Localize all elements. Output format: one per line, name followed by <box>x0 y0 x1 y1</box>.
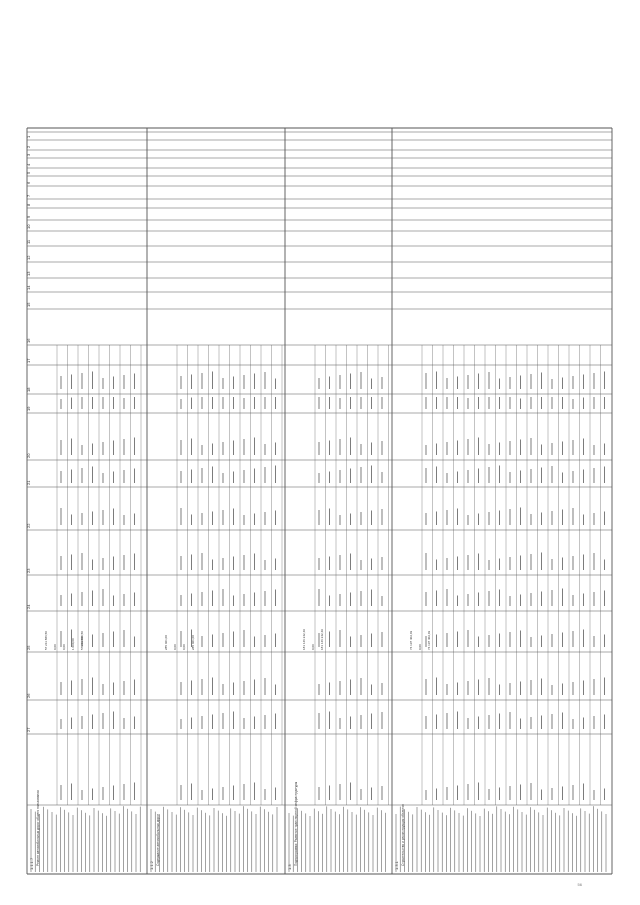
amount-value: 74 197 402,03 <box>427 630 431 650</box>
column-number: 17 <box>26 358 31 363</box>
amount-value: 57 211 886,50 <box>44 631 48 650</box>
column-number: 24 <box>26 604 31 609</box>
column-number: 25 <box>26 645 31 650</box>
column-number: 9 <box>26 215 31 218</box>
amount-value: 181 146 242,49 <box>320 629 324 650</box>
column-number: 19 <box>26 406 31 411</box>
amount-value: 0,00 <box>182 644 186 650</box>
table-grid <box>27 128 612 874</box>
amount-value: 285 401,00 <box>191 634 195 650</box>
column-number: 6 <box>26 181 31 184</box>
column-number: 2 <box>26 145 31 148</box>
amount-value: 74 197 402,03 <box>409 630 413 650</box>
amount-value: 0,00 <box>62 644 66 650</box>
column-number: 27 <box>26 727 31 732</box>
table-text-marks <box>31 372 606 873</box>
column-number: 7 <box>26 194 31 197</box>
amount-value: 181 146 242,49 <box>302 629 306 650</box>
section-title: Строительство и реконструкция объектов <box>401 804 405 866</box>
column-number: 1 <box>26 135 31 138</box>
column-number: 5 <box>26 171 31 174</box>
amount-value: 0,00 <box>418 644 422 650</box>
column-number: 16 <box>26 338 31 343</box>
section-title: Содержание автомобильных дорог <box>156 813 160 866</box>
amount-value: 0,00 <box>53 644 57 650</box>
amount-value: 1 000,00 <box>71 638 75 650</box>
amount-value: 285 401,00 <box>164 634 168 650</box>
column-number: 23 <box>26 568 31 573</box>
column-number: 18 <box>26 387 31 392</box>
amount-value: 0,00 <box>311 644 315 650</box>
section-title: Ремонт автомобильных дорог общего пользования <box>36 790 40 866</box>
column-number: 10 <box>26 224 31 229</box>
section-code: 1.1.1.7 <box>29 857 34 870</box>
table-labels <box>26 135 431 870</box>
column-number: 8 <box>26 203 31 206</box>
column-number: 20 <box>26 453 31 458</box>
column-number: 21 <box>26 480 31 485</box>
column-number: 12 <box>26 255 31 260</box>
page-number: 56 <box>577 882 582 887</box>
section-code: 1.1.2 <box>149 861 154 870</box>
column-number: 3 <box>26 153 31 156</box>
column-number: 14 <box>26 285 31 290</box>
column-number: 4 <box>26 163 31 166</box>
section-code: 1.3.1 <box>394 861 399 870</box>
column-number: 15 <box>26 302 31 307</box>
column-number: 13 <box>26 271 31 276</box>
column-number: 22 <box>26 523 31 528</box>
amount-value: 0,00 <box>173 644 177 650</box>
column-number: 26 <box>26 693 31 698</box>
section-title: Подпрограмма: Развитие транспортной инфраструктуры <box>294 781 298 866</box>
column-number: 11 <box>26 239 31 244</box>
section-code: 1.3 <box>287 864 292 870</box>
amount-value: 57 211 886,50 <box>80 631 84 650</box>
